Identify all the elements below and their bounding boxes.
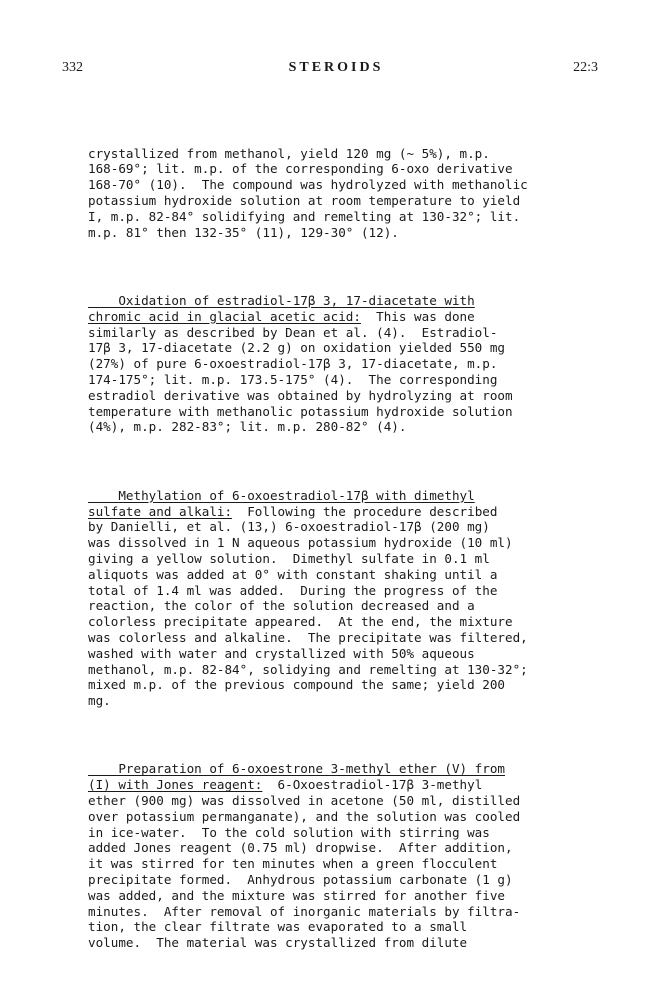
section-heading: Oxidation of estradiol-17β 3, 17-diacetate with <box>88 292 475 308</box>
section-heading: Methylation of 6-oxoestradiol-17β with dimethyl <box>88 487 475 503</box>
paragraph-1 <box>88 146 628 241</box>
text-line: m.p. 81° then 132-35° (11), 129-30° (12). <box>88 224 399 240</box>
text-line: I, m.p. 82-84° solidifying and remelting at 130-32°; lit. <box>88 208 521 224</box>
text-line: volume. The material was crystallized from dilute <box>88 935 468 951</box>
text-line: 6-Oxoestradiol-17β 3-methyl <box>262 777 483 793</box>
text-line: potassium hydroxide solution at room temperature to yield <box>88 192 521 208</box>
text-line: methanol, m.p. 82-84°, solidying and remelting at 130-32°; <box>88 661 528 677</box>
text-line: colorless precipitate appeared. At the end, the mixture <box>88 614 513 630</box>
text-line: crystallized from methanol, yield 120 mg (~ 5%), m.p. <box>88 145 490 161</box>
section-heading: Preparation of 6-oxoestrone 3-methyl ether (V) from <box>88 761 506 777</box>
text-line: minutes. After removal of inorganic materials by filtra- <box>88 903 521 919</box>
page-header <box>0 60 672 84</box>
text-line: estradiol derivative was obtained by hydrolyzing at room <box>88 387 513 403</box>
text-line: 17β 3, 17-diacetate (2.2 g) on oxidation yielded 550 mg <box>88 340 506 356</box>
text-line: mixed m.p. of the previous compound the same; yield 200 <box>88 677 506 693</box>
journal-name: STEROIDS <box>288 60 384 75</box>
section-heading: (I) with Jones reagent: <box>88 777 263 793</box>
text-line: was colorless and alkaline. The precipitate was filtered, <box>88 629 528 645</box>
text-line: similarly as described by Dean et al. (4). Estradiol- <box>88 324 498 340</box>
paragraph-4 <box>88 761 628 951</box>
text-line: over potassium permanganate), and the solution was cooled <box>88 808 521 824</box>
paragraph-2 <box>88 293 628 435</box>
text-line: aliquots was added at 0° with constant shaking until a <box>88 566 498 582</box>
text-line: total of 1.4 ml was added. During the progress of the <box>88 582 498 598</box>
volume-issue: 22:3 <box>573 60 598 75</box>
text-line: was dissolved in 1 N aqueous potassium hydroxide (10 ml) <box>88 535 513 551</box>
section-heading: sulfate and alkali: <box>88 503 233 519</box>
text-line: temperature with methanolic potassium hydroxide solution <box>88 403 513 419</box>
section-heading: chromic acid in glacial acetic acid: <box>88 308 361 324</box>
article-body <box>88 114 628 988</box>
text-line: 168-69°; lit. m.p. of the corresponding 6-oxo derivative <box>88 161 513 177</box>
text-line: added Jones reagent (0.75 ml) dropwise. After addition, <box>88 840 513 856</box>
text-line: 174-175°; lit. m.p. 173.5-175° (4). The corresponding <box>88 371 498 387</box>
text-line: reaction, the color of the solution decreased and a <box>88 598 475 614</box>
text-line: washed with water and crystallized with 50% aqueous <box>88 645 475 661</box>
text-line: in ice-water. To the cold solution with stirring was <box>88 824 490 840</box>
text-line: Following the procedure described <box>232 503 498 519</box>
text-line: (27%) of pure 6-oxoestradiol-17β 3, 17-diacetate, m.p. <box>88 356 498 372</box>
text-line: mg. <box>88 693 111 709</box>
text-line: was added, and the mixture was stirred for another five <box>88 887 506 903</box>
text-line: it was stirred for ten minutes when a green flocculent <box>88 856 498 872</box>
text-line: 168-70° (10). The compound was hydrolyzed with methanolic <box>88 177 528 193</box>
paragraph-3 <box>88 488 628 709</box>
text-line: This was done <box>360 308 475 324</box>
text-line: precipitate formed. Anhydrous potassium carbonate (1 g) <box>88 872 513 888</box>
page-number: 332 <box>62 60 83 75</box>
text-line: tion, the clear filtrate was evaporated to a small <box>88 919 468 935</box>
text-line: giving a yellow solution. Dimethyl sulfate in 0.1 ml <box>88 550 490 566</box>
text-line: ether (900 mg) was dissolved in acetone (50 ml, distilled <box>88 793 521 809</box>
text-line: (4%), m.p. 282-83°; lit. m.p. 280-82° (4). <box>88 419 407 435</box>
text-line: by Danielli, et al. (13,) 6-oxoestradiol-17β (200 mg) <box>88 519 490 535</box>
